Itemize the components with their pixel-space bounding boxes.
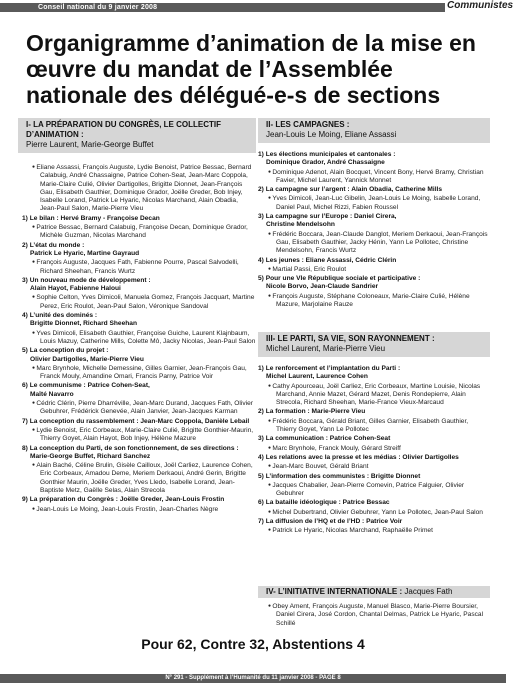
section-4-header — [258, 586, 490, 598]
item-title: 4) L’unité des dominés : — [22, 312, 98, 320]
item-leaders: Maïté Navarro — [30, 390, 74, 398]
header-meeting: Conseil national du 9 janvier 2008 — [38, 4, 158, 11]
item-title: 2) L’état du monde : — [22, 241, 85, 249]
section-1-leaders: Pierre Laurent, Marie-George Buffet — [26, 140, 154, 149]
section-2-leaders: Jean-Louis Le Moing, Eliane Assassi — [266, 130, 397, 139]
list-item — [22, 347, 256, 381]
item-members: ● Sophie Celton, Yves Dimicoli, Manuela Gomez, François Jacquart, Martine Perez, Eric Roulot, Jean-Paul Salon, Véronique Sandoval — [22, 293, 256, 311]
list-item — [258, 151, 490, 185]
list-item — [258, 454, 490, 472]
list-item — [258, 435, 490, 453]
list-item — [22, 215, 256, 241]
section-3-leaders: Michel Laurent, Marie-Pierre Vieu — [266, 344, 386, 353]
section-3-heading: III- LE PARTI, SA VIE, SON RAYONNEMENT : — [266, 334, 435, 343]
item-title: 5) L’information des communistes : Brigitte Dionnet — [258, 472, 421, 480]
top-banner — [0, 0, 513, 16]
item-members: ● Jean-Louis Le Moing, Jean-Louis Frostin, Jean-Charles Nègre — [22, 505, 256, 514]
vote-result: Pour 62, Contre 32, Abstentions 4 — [141, 636, 365, 652]
list-item — [258, 602, 490, 628]
item-title: 1) Le renforcement et l’implantation du Parti : — [258, 365, 401, 372]
section-1-heading: I- LA PRÉPARATION DU CONGRÈS, LE COLLECTIF D’ANIMATION : — [26, 120, 221, 139]
section-4-heading: IV- L’INITIATIVE INTERNATIONALE : — [266, 587, 403, 596]
page-title: Organigramme d’animation de la mise en œuvre du mandat de l’Assemblée nationale des délégué-e-s de sections — [26, 30, 476, 108]
item-leaders: Brigitte Dionnet, Richard Sheehan — [30, 320, 137, 328]
list-item — [258, 408, 490, 434]
item-members: ● Cédric Clérin, Pierre Dharréville, Jean-Marc Durand, Jacques Fath, Olivier Gebuhrer, Frédérick Genevée, Alain Janvier, Jean-Jacques Karman — [22, 399, 256, 417]
section-4-leaders: Jacques Fath — [404, 587, 453, 596]
item-title: 1) Les élections municipales et cantonales : — [258, 151, 396, 158]
list-item — [22, 277, 256, 311]
section-2-header — [258, 118, 490, 143]
list-item — [22, 312, 256, 346]
list-item — [258, 365, 490, 407]
item-members: ● François Auguste, Jacques Fath, Fabienne Pourre, Pascal Salvodelli, Richard Sheehan, Francis Wurtz — [22, 258, 256, 276]
item-leaders: Alain Hayot, Fabienne Haloui — [30, 285, 121, 293]
item-title: 7) La diffusion de l’HQ et de l’HD : Patrice Voir — [258, 518, 403, 526]
issue-info: N° 291 - Supplément à l’Humanité du 11 janvier 2008 - PAGE 8 — [165, 675, 341, 681]
item-members: ● Frédéric Boccara, Gérald Briant, Gilles Garnier, Elisabeth Gauthier, Thierry Goyet, Yann Le Pollotec — [258, 417, 490, 435]
item-members: ● Patrice Bessac, Bernard Calabuig, Françoise Decan, Dominique Grador, Michèle Guzman, Nicolas Marchand — [22, 223, 256, 241]
item-members: ● Michel Dubertrand, Olivier Gebuhrer, Yann Le Pollotec, Jean-Paul Salon — [258, 508, 490, 517]
item-leaders: Michel Laurent, Laurence Cohen — [266, 373, 368, 381]
section-2-heading: II- LES CAMPAGNES : — [266, 120, 350, 129]
list-item — [22, 496, 256, 514]
item-members: ● Marc Brynhole, Michelle Demessine, Gilles Garnier, Jean-François Gau, Franck Mouly, Amandine Omari, Francis Parny, Patrice Voir — [22, 364, 256, 382]
section-4-list — [258, 602, 490, 628]
item-title: 5) Pour une VIe République sociale et participative : — [258, 275, 421, 283]
item-title: 1) Le bilan : Hervé Bramy - Françoise Decan — [22, 214, 160, 222]
item-leaders: Nicole Borvo, Jean-Claude Sandrier — [266, 283, 379, 291]
item-title: 5) La conception du projet : — [22, 347, 109, 355]
item-members: ● Lydie Benoist, Eric Corbeaux, Marie-Claire Culié, Brigitte Gonthier-Maurin, Thierry Goyet, Alain Hayot, Bob Injey, Hélène Mazure — [22, 426, 256, 444]
section-3-list — [258, 365, 490, 536]
item-title: 7) La conception du rassemblement : Jean-Marc Coppola, Danièle Lebail — [22, 417, 250, 425]
intro-members: ● Eliane Assassi, François Auguste, Lydie Benoist, Patrice Bessac, Bernard Calabuig, André Chassaigne, Patrice Cohen-Seat, Jean-Marc Coppola, Marie-Claire Culié, Olivier Dartigolles, Brigitte Dionnet, Jean-François Gau, Elisabeth Gauthier, Dominique Grador, Joëlle Greder, Bob Injey, Isabelle Lorand, Patrick Le Hyaric, Nicolas Marchand, Alain Obadia, Jean-Paul Salon, Marie-Pierre Vieu — [22, 163, 256, 214]
left-column — [22, 118, 256, 514]
item-members: ● Patrick Le Hyaric, Nicolas Marchand, Raphaëlle Primet — [258, 526, 490, 535]
section-4-members: ● Obey Ament, François Auguste, Manuel Blasco, Marie-Pierre Boursier, Daniel Cirera, José Cordon, Chantal Delmas, Patrick Le Hyaric, Pascal Schillé — [258, 602, 490, 628]
section-3-header — [258, 332, 490, 357]
item-title: 2) La formation : Marie-Pierre Vieu — [258, 408, 366, 416]
bottom-banner — [0, 674, 506, 683]
item-members: ● Dominique Adenot, Alain Bocquet, Vincent Bony, Hervé Bramy, Christian Favier, Michel Laurent, Yannick Monnet — [258, 168, 490, 186]
list-item — [22, 445, 256, 496]
item-members: ● Jacques Chabalier, Jean-Pierre Comevin, Patrice Falguier, Olivier Gebuhrer — [258, 481, 490, 499]
item-title: 3) La communication : Patrice Cohen-Seat — [258, 435, 391, 443]
item-members: ● Cathy Apourceau, Joël Carliez, Eric Corbeaux, Martine Louisie, Nicolas Marchand, Annie Mazet, Gérard Mazet, Denis Rondepierre, Alain Strecola, Richard Sheehan, Marie-France Vieux-Marcaud — [258, 382, 490, 408]
item-members: ● Frédéric Boccara, Jean-Claude Danglot, Meriem Derkaoui, Jean-François Gau, Elisabeth Gauthier, Jacky Hénin, Yann Le Pollotec, Christine Mendelsohn, Francis Wurtz — [258, 230, 490, 256]
item-members: ● Yves Dimicoli, Elisabeth Gauthier, Françoise Guiche, Laurent Klajnbaum, Louis Mazuy, Catherine Mills, Colette Mô, Jacky Nicolas, Jean-Paul Salon — [22, 329, 256, 347]
item-leaders: Dominique Grador, André Chassaigne — [266, 159, 385, 167]
item-title: 8) La conception du Parti, de son fonctionnement, de ses directions : Marie-George Buffet, Richard Sanchez — [22, 444, 239, 460]
item-members: ● Martial Passi, Eric Roulot — [258, 265, 490, 274]
section-1-list — [22, 163, 256, 514]
section-1-header — [18, 118, 256, 153]
item-title: 3) Un nouveau mode de développement : — [22, 276, 151, 284]
item-title: 4) Les jeunes : Eliane Assassi, Cédric Clérin — [258, 256, 397, 264]
item-members: ● François Auguste, Stéphane Coloneaux, Marie-Claire Culié, Hélène Mazure, Marjolaine Rauze — [258, 292, 490, 310]
section-4 — [258, 586, 490, 628]
list-item — [258, 518, 490, 536]
item-leaders: Olivier Dartigolles, Marie-Pierre Vieu — [30, 355, 144, 363]
right-column — [258, 118, 490, 309]
list-item — [22, 418, 256, 444]
item-title: 6) Le communisme : Patrice Cohen-Seat, — [22, 382, 150, 390]
section-2-list — [258, 151, 490, 309]
section-3 — [258, 332, 490, 536]
item-members: ● Marc Brynhole, Franck Mouly, Gérard Streiff — [258, 444, 490, 453]
list-item — [258, 275, 490, 309]
item-members: ● Alain Baché, Céline Brulin, Gisèle Cailloux, Joël Carliez, Laurence Cohen, Eric Corbeaux, Amadou Deme, Meriem Derkaoui, André Gerin, Brigitte Gonthier Maurin, Joëlle Greder, Yves Lledo, Isabelle Lorand, Jean-Baptiste Metz, Gaëlle Selas, Alain Strecola — [22, 461, 256, 495]
item-title: 4) Les relations avec la presse et les médias : Olivier Dartigolles — [258, 453, 459, 461]
list-item — [258, 186, 490, 212]
item-title: 2) La campagne sur l’argent : Alain Obadia, Catherine Mills — [258, 186, 443, 194]
list-item — [22, 382, 256, 416]
item-members: ● Jean-Marc Bouvet, Gérald Briant — [258, 462, 490, 471]
item-title: 9) La préparation du Congrès : Joëlle Greder, Jean-Louis Frostin — [22, 496, 225, 504]
section-1-intro — [22, 163, 256, 214]
list-item — [258, 213, 490, 255]
item-leaders: Christine Mendelsohn — [266, 221, 335, 229]
item-leaders: Patrick Le Hyaric, Martine Gayraud — [30, 249, 140, 257]
brand-logo-text: Communistes — [447, 0, 513, 11]
item-title: 6) La bataille idéologique : Patrice Bessac — [258, 499, 390, 507]
list-item — [22, 242, 256, 276]
list-item — [258, 257, 490, 275]
item-members: ● Yves Dimicoli, Jean-Luc Gibelin, Jean-Louis Le Moing, Isabelle Lorand, Daniel Paul, Michel Rizzi, Fabien Roussel — [258, 194, 490, 212]
item-title: 3) La campagne sur l’Europe : Daniel Cirera, — [258, 213, 397, 221]
list-item — [258, 473, 490, 499]
list-item — [258, 499, 490, 517]
